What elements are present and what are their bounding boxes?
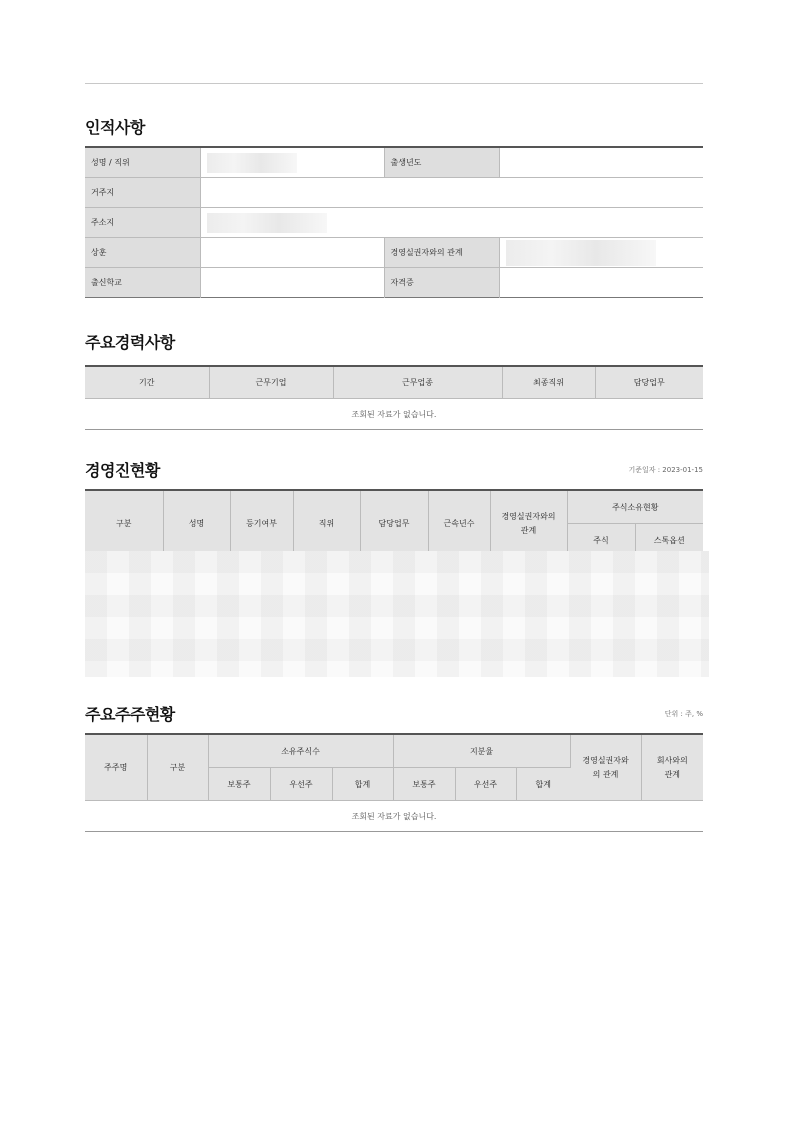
label-address: 주소지 (85, 208, 200, 238)
shareholders-table (85, 733, 703, 832)
value-address (200, 208, 703, 238)
value-relation (499, 238, 703, 268)
col-header: 담당업무 (360, 490, 428, 557)
col-header: 보통주 (393, 768, 455, 801)
label-relation: 경영실권자와의 관계 (384, 238, 499, 268)
col-header: 우선주 (455, 768, 516, 801)
label-name-position: 성명 / 직위 (85, 147, 200, 178)
col-header: 우선주 (270, 768, 332, 801)
col-group-header: 지분율 (393, 734, 570, 768)
col-header: 경영실권자와 의 관계 (570, 734, 641, 801)
section-title-personal: 인적사항 (85, 118, 145, 137)
redacted-management-rows (85, 551, 709, 677)
value-license (499, 268, 703, 298)
col-header: 근무기업 (209, 366, 333, 399)
label-birth-year: 출생년도 (384, 147, 499, 178)
col-header: 주주명 (85, 734, 147, 801)
value-birth-year (499, 147, 703, 178)
unit-note: 단위 : 주, % (664, 710, 703, 718)
col-header: 보통주 (208, 768, 270, 801)
col-header: 근무업종 (333, 366, 502, 399)
col-header: 스톡옵션 (635, 524, 703, 557)
table-header-row (85, 734, 703, 768)
col-header: 합계 (332, 768, 393, 801)
col-header: 직위 (293, 490, 360, 557)
career-table (85, 365, 703, 430)
empty-message: 조회된 자료가 없습니다. (85, 399, 703, 430)
col-header: 기간 (85, 366, 209, 399)
management-table (85, 489, 703, 557)
redacted-value (506, 240, 656, 266)
empty-message: 조회된 자료가 없습니다. (85, 801, 703, 832)
col-header: 담당업무 (595, 366, 703, 399)
table-row (85, 268, 703, 298)
col-header: 구분 (85, 490, 163, 557)
col-group-header: 소유주식수 (208, 734, 393, 768)
col-header: 경영실권자와의 관계 (490, 490, 567, 557)
value-school (200, 268, 384, 298)
col-header: 근속년수 (428, 490, 490, 557)
value-name-position (200, 147, 384, 178)
value-residence (200, 178, 703, 208)
label-residence: 거주지 (85, 178, 200, 208)
col-header: 구분 (147, 734, 208, 801)
table-row (85, 178, 703, 208)
section-title-career: 주요경력사항 (85, 333, 175, 352)
table-row (85, 208, 703, 238)
label-license: 자격증 (384, 268, 499, 298)
col-header: 최종직위 (502, 366, 595, 399)
reference-date: 기준일자 : 2023-01-15 (628, 466, 703, 474)
table-header-row (85, 490, 703, 524)
personal-info-table (85, 146, 703, 298)
redacted-value (207, 153, 297, 173)
label-awards: 상훈 (85, 238, 200, 268)
label-school: 출신학교 (85, 268, 200, 298)
table-header-row (85, 366, 703, 399)
table-row (85, 801, 703, 832)
redacted-value (207, 213, 327, 233)
col-header: 성명 (163, 490, 230, 557)
section-title-management: 경영진현황 (85, 461, 160, 480)
value-awards (200, 238, 384, 268)
col-header: 등기여부 (230, 490, 293, 557)
table-row (85, 147, 703, 178)
table-row (85, 399, 703, 430)
col-group-header: 주식소유현황 (567, 490, 703, 524)
section-title-shareholders: 주요주주현황 (85, 705, 175, 724)
col-header: 주식 (567, 524, 635, 557)
col-header: 합계 (516, 768, 570, 801)
col-header: 회사와의 관계 (641, 734, 703, 801)
table-row (85, 238, 703, 268)
top-divider (85, 83, 703, 84)
